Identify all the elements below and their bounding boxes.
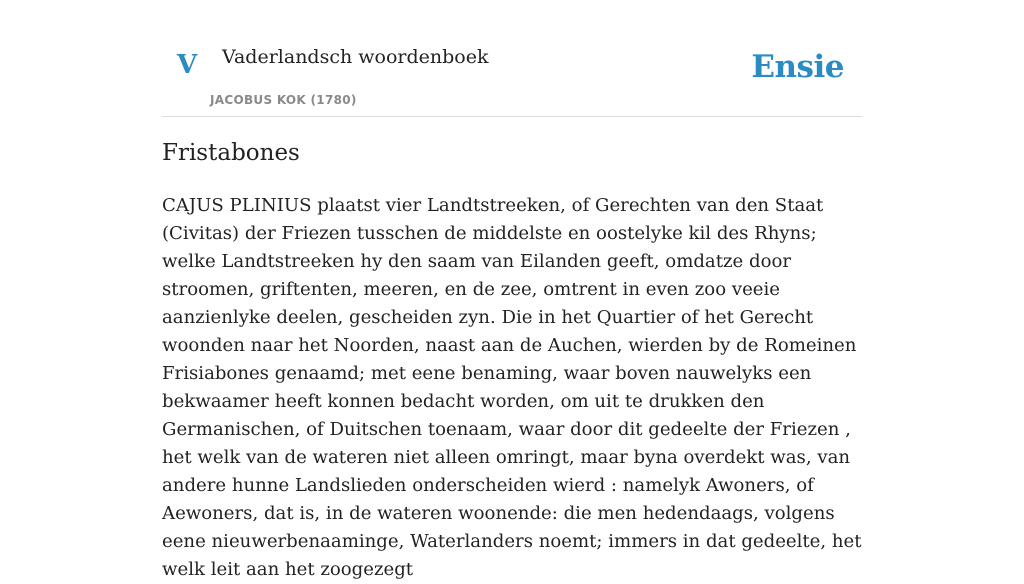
book-letter-mark[interactable]: V xyxy=(177,50,198,80)
book-title-link[interactable]: Vaderlandsch woordenboek xyxy=(222,46,489,68)
book-author: JACOBUS KOK (1780) xyxy=(210,93,357,107)
entry-body-text: CAJUS PLINIUS plaatst vier Landtstreeken, of Gerechten van den Staat (Civitas) der Friezen tusschen de middelste en oostelyke kil des Rhyns; welke Landtstreeken hy den saam van Eilanden geeft, omdatze door stroomen, griftenten, meeren, en de zee, omtrent in even zoo veeie aanzienlyke deelen, gescheiden zyn. Die in het Quartier of het Gerecht woonden naar het Noorden, naast aan de Auchen, wierden by de Romeinen Frisiabones genaamd; met eene benaming, waar boven nauwelyks een bekwaamer heeft konnen bedacht worden, om uit te drukken den Germanischen, of Duitschen toenaam, waar door dit gedeelte der Friezen , het welk van de wateren niet alleen omringt, maar byna overdekt was, van andere hunne Landslieden onderscheiden wierd : namelyk Awoners, of Aewoners, dat is, in de wateren woonende: die men hedendaags, volgens eene nieuwerbenaaminge, Waterlanders noemt; immers in dat gedeelte, het welk leit aan het zoogezegt xyxy=(162,195,862,580)
ensie-logo-link[interactable]: Ensie xyxy=(751,49,844,85)
entry-title: Fristabones xyxy=(162,140,300,166)
book-header xyxy=(162,0,862,117)
